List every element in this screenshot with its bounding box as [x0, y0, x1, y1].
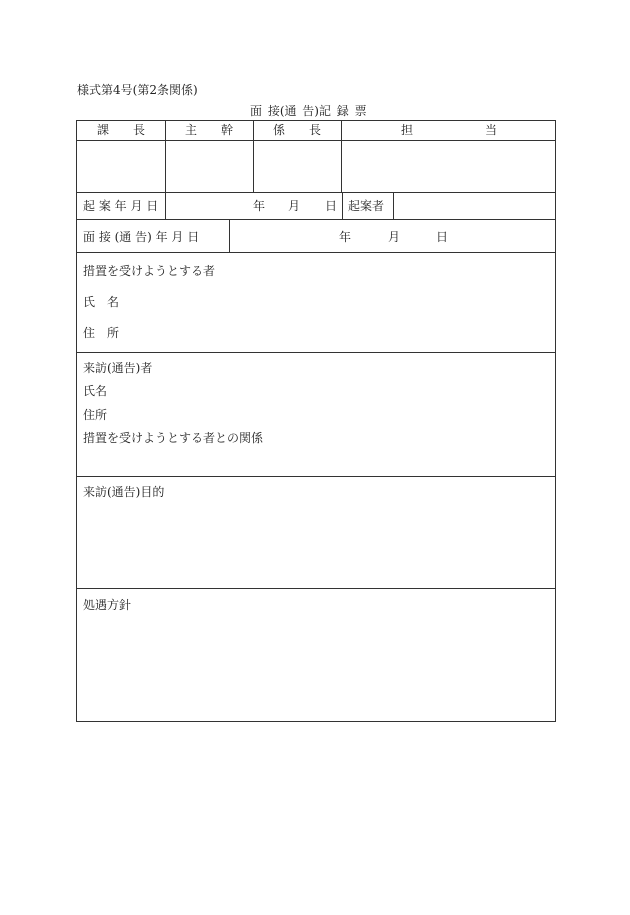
- interview-day-unit: 日: [436, 230, 449, 244]
- person-in-charge-stamp-box[interactable]: [342, 141, 555, 191]
- interview-date-label: 面 接 (通 告) 年 月 日: [83, 230, 200, 244]
- subject-address-label: 住 所: [83, 326, 120, 340]
- draft-year-unit: 年: [253, 199, 266, 213]
- column-divider: [229, 219, 230, 252]
- form-title: 面 接(通 告)記 録 票: [250, 104, 367, 118]
- visitor-heading: 来訪(通告)者: [83, 361, 153, 375]
- row-divider: [77, 252, 555, 253]
- column-divider: [165, 192, 166, 219]
- draft-day-unit: 日: [325, 199, 338, 213]
- policy-field[interactable]: [78, 614, 554, 720]
- policy-heading: 処遇方針: [83, 598, 132, 612]
- row-divider: [77, 588, 555, 589]
- chief-header: 課 長: [96, 123, 146, 137]
- column-divider: [342, 192, 343, 219]
- interview-record-form: [76, 120, 556, 722]
- drafter-label: 起案者: [348, 199, 385, 213]
- interview-month-unit: 月: [388, 230, 401, 244]
- section-chief-stamp-box[interactable]: [254, 141, 340, 191]
- form-caption: 様式第4号(第2条関係): [77, 83, 198, 97]
- subject-name-label: 氏 名: [83, 295, 120, 309]
- draft-month-unit: 月: [288, 199, 301, 213]
- subject-heading: 措置を受けようとする者: [83, 264, 216, 278]
- row-divider: [77, 476, 555, 477]
- director-stamp-box[interactable]: [166, 141, 252, 191]
- purpose-heading: 来訪(通告)目的: [83, 485, 165, 499]
- director-header: 主 幹: [184, 123, 234, 137]
- visitor-relation-label: 措置を受けようとする者との関係: [83, 431, 264, 445]
- draft-date-label: 起 案 年 月 日: [83, 199, 159, 213]
- person-in-charge-header: 担 当: [400, 123, 498, 137]
- row-divider: [77, 352, 555, 353]
- visitor-name-label: 氏名: [83, 384, 108, 398]
- drafter-field[interactable]: [394, 193, 555, 218]
- row-divider: [77, 219, 555, 220]
- section-chief-header: 係 長: [272, 123, 322, 137]
- interview-year-unit: 年: [339, 230, 352, 244]
- purpose-field[interactable]: [78, 501, 554, 587]
- visitor-address-label: 住所: [83, 408, 108, 422]
- chief-stamp-box[interactable]: [78, 141, 164, 191]
